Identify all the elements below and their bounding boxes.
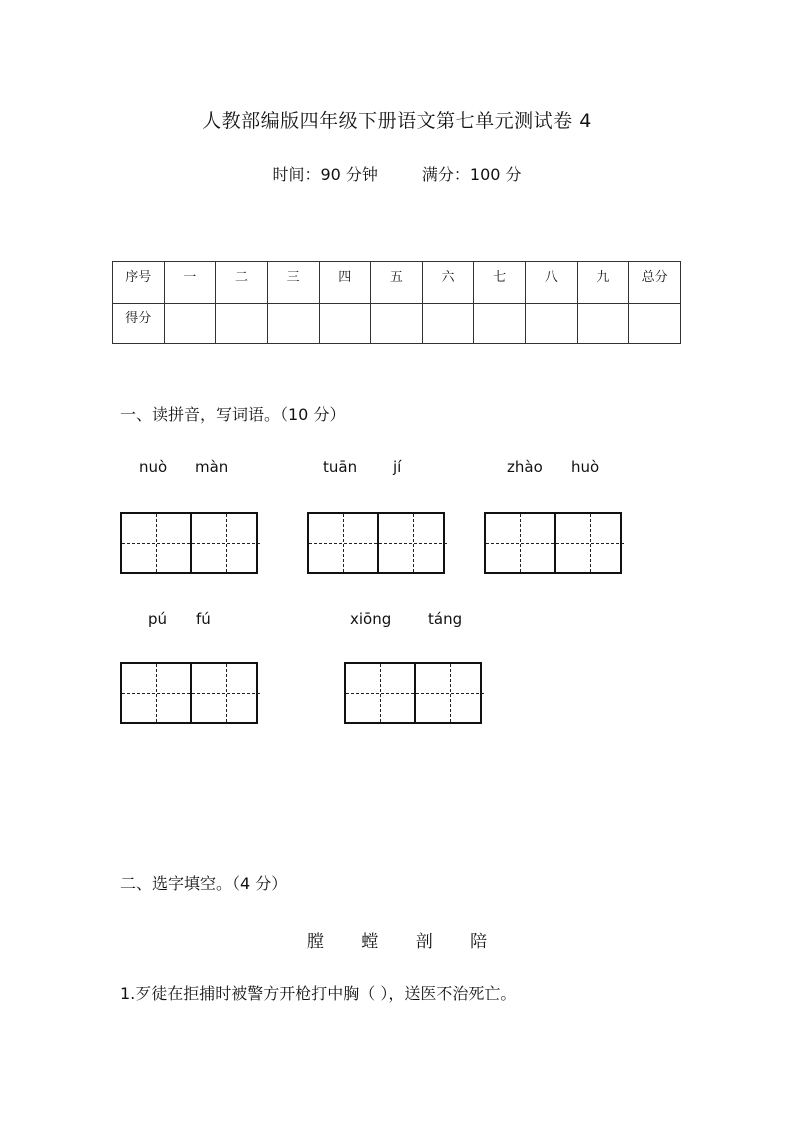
writing-cell[interactable] xyxy=(309,514,377,572)
writing-cell[interactable] xyxy=(190,514,260,572)
score-table-cell: 五 xyxy=(371,262,423,304)
pinyin-label: tuān xyxy=(323,458,358,476)
score-input-cell[interactable] xyxy=(577,304,629,344)
pinyin-label: jí xyxy=(393,458,402,476)
score-input-cell[interactable] xyxy=(267,304,319,344)
writing-cell[interactable] xyxy=(414,664,484,722)
option-char: 螳 xyxy=(361,932,379,952)
writing-cell[interactable] xyxy=(122,514,190,572)
writing-grid[interactable] xyxy=(120,512,258,574)
score-input-cell[interactable] xyxy=(474,304,526,344)
score-input-cell[interactable] xyxy=(164,304,216,344)
score-input-cell[interactable] xyxy=(319,304,371,344)
score-table-cell: 三 xyxy=(267,262,319,304)
section2-heading: 二、选字填空。（4 分） xyxy=(120,874,288,893)
score-table-score-row xyxy=(113,304,681,344)
score-row-label: 得分 xyxy=(113,304,165,344)
score-table-cell: 四 xyxy=(319,262,371,304)
writing-grid[interactable] xyxy=(484,512,622,574)
writing-grid[interactable] xyxy=(307,512,445,574)
pinyin-label: huò xyxy=(571,458,600,476)
score-table-cell: 总分 xyxy=(629,262,681,304)
score-table-cell: 九 xyxy=(577,262,629,304)
score-table-cell: 一 xyxy=(164,262,216,304)
question-1: 1.歹徒在拒捕时被警方开枪打中胸（ ），送医不治死亡。 xyxy=(120,984,517,1003)
score-input-cell[interactable] xyxy=(422,304,474,344)
score-table-header-row xyxy=(113,262,681,304)
writing-grid[interactable] xyxy=(120,662,258,724)
score-input-cell[interactable] xyxy=(526,304,578,344)
full-score-label: 满分：100 分 xyxy=(421,165,522,184)
option-char: 膛 xyxy=(306,932,324,952)
exam-info xyxy=(0,162,794,185)
option-char: 剖 xyxy=(415,932,433,952)
pinyin-label: xiōng xyxy=(350,610,392,628)
score-table-cell: 八 xyxy=(526,262,578,304)
writing-grid[interactable] xyxy=(344,662,482,724)
writing-cell[interactable] xyxy=(122,664,190,722)
writing-cell[interactable] xyxy=(190,664,260,722)
writing-cell[interactable] xyxy=(346,664,414,722)
score-table-cell: 六 xyxy=(422,262,474,304)
pinyin-label: nuò xyxy=(139,458,168,476)
writing-cell[interactable] xyxy=(377,514,447,572)
score-input-cell[interactable] xyxy=(629,304,681,344)
time-label: 时间：90 分钟 xyxy=(272,165,378,184)
pinyin-label: zhào xyxy=(507,458,543,476)
score-input-cell[interactable] xyxy=(371,304,423,344)
pinyin-label: fú xyxy=(196,610,211,628)
pinyin-label: pú xyxy=(148,610,168,628)
section1-heading: 一、读拼音，写词语。（10 分） xyxy=(120,405,346,424)
pinyin-label: màn xyxy=(195,458,229,476)
score-table xyxy=(112,261,681,344)
option-char: 陪 xyxy=(470,932,488,952)
character-options xyxy=(0,927,794,952)
page-title: 人教部编版四年级下册语文第七单元测试卷 4 xyxy=(202,110,592,132)
score-input-cell[interactable] xyxy=(216,304,268,344)
writing-cell[interactable] xyxy=(486,514,554,572)
writing-cell[interactable] xyxy=(554,514,624,572)
pinyin-label: táng xyxy=(428,610,463,628)
score-table-cell: 七 xyxy=(474,262,526,304)
score-table-cell: 二 xyxy=(216,262,268,304)
score-table-cell: 序号 xyxy=(113,262,165,304)
